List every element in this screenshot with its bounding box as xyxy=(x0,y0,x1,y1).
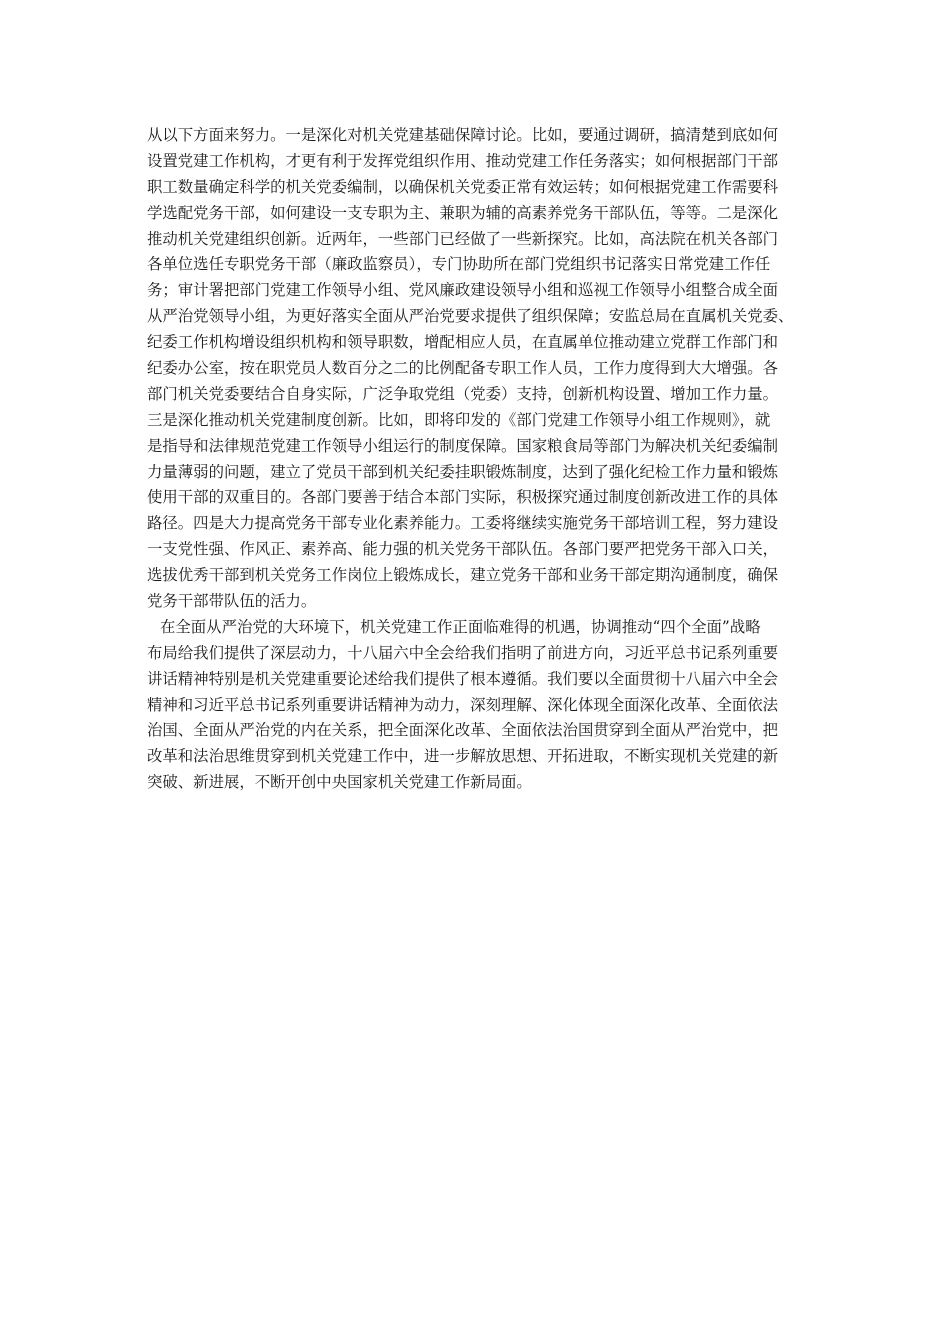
text-line: 三是深化推动机关党建制度创新。比如，即将印发的《部门党建工作领导小组工作规则》，就 xyxy=(147,410,771,429)
text-line: 治国、全面从严治党的内在关系，把全面深化改革、全面依法治国贯穿到全面从严治党中，把 xyxy=(147,721,779,740)
text-line: 突破、新进展，不断开创中央国家机关党建工作新局面。 xyxy=(147,773,532,792)
text-line: 使用干部的双重目的。各部门要善于结合本部门实际，积极探究通过制度创新改进工作的具体 xyxy=(147,488,779,507)
text-line: 职工数量确定科学的机关党委编制，以确保机关党委正常有效运转；如何根据党建工作需要科 xyxy=(147,177,779,196)
text-line: 精神和习近平总书记系列重要讲话精神为动力，深刻理解、深化体现全面深化改革、全面依法 xyxy=(147,695,779,714)
text-line: 部门机关党委要结合自身实际，广泛争取党组（党委）支持，创新机构设置、增加工作力量。 xyxy=(147,384,779,403)
text-line: 从严治党领导小组，为更好落实全面从严治党要求提供了组织保障；安监总局在直属机关党委、 xyxy=(147,307,794,326)
text-line: 改革和法治思维贯穿到机关党建工作中，进一步解放思想、开拓进取，不断实现机关党建的新 xyxy=(147,747,779,766)
text-line: 力量薄弱的问题，建立了党员干部到机关纪委挂职锻炼制度，达到了强化纪检工作力量和锻炼 xyxy=(147,462,779,481)
text-line: 设置党建工作机构，才更有利于发挥党组织作用、推动党建工作任务落实；如何根据部门干部 xyxy=(147,151,779,170)
text-line: 推动机关党建组织创新。近两年，一些部门已经做了一些新探究。比如，高法院在机关各部门 xyxy=(147,229,779,248)
text-line: 务；审计署把部门党建工作领导小组、党风廉政建设领导小组和巡视工作领导小组整合成全面 xyxy=(147,281,779,300)
text-line: 布局给我们提供了深层动力，十八届六中全会给我们指明了前进方向，习近平总书记系列重要 xyxy=(147,643,779,662)
text-line: 路径。四是大力提高党务干部专业化素养能力。工委将继续实施党务干部培训工程，努力建设 xyxy=(147,514,779,533)
text-line: 从以下方面来努力。一是深化对机关党建基础保障讨论。比如，要通过调研，搞清楚到底如何 xyxy=(147,126,779,144)
text-line: 党务干部带队伍的活力。 xyxy=(147,592,317,611)
text-line: 是指导和法律规范党建工作领导小组运行的制度保障。国家粮食局等部门为解决机关纪委编制 xyxy=(147,436,779,455)
text-line: 纪委办公室，按在职党员人数百分之二的比例配备专职工作人员，工作力度得到大大增强。各 xyxy=(147,359,779,378)
text-line: 讲话精神特别是机关党建重要论述给我们提供了根本遵循。我们要以全面贯彻十八届六中全会 xyxy=(147,669,779,688)
text-line: 纪委工作机构增设组织机构和领导职数，增配相应人员，在直属单位推动建立党群工作部门和 xyxy=(147,333,779,352)
text-line: 选拔优秀干部到机关党务工作岗位上锻炼成长，建立党务干部和业务干部定期沟通制度，确保 xyxy=(147,566,779,585)
body-text xyxy=(147,123,807,796)
text-line: 各单位选任专职党务干部（廉政监察员），专门协助所在部门党组织书记落实日常党建工作任 xyxy=(147,255,771,274)
text-line: 一支党性强、作风正、素养高、能力强的机关党务干部队伍。各部门要严把党务干部入口关， xyxy=(147,540,779,559)
text-line: 学选配党务干部，如何建设一支专职为主、兼职为辅的高素养党务干部队伍，等等。二是深化 xyxy=(147,203,779,222)
paragraph-first-line: 在全面从严治党的大环境下，机关党建工作正面临难得的机遇，协调推动“四个全面”战略 xyxy=(160,617,761,636)
